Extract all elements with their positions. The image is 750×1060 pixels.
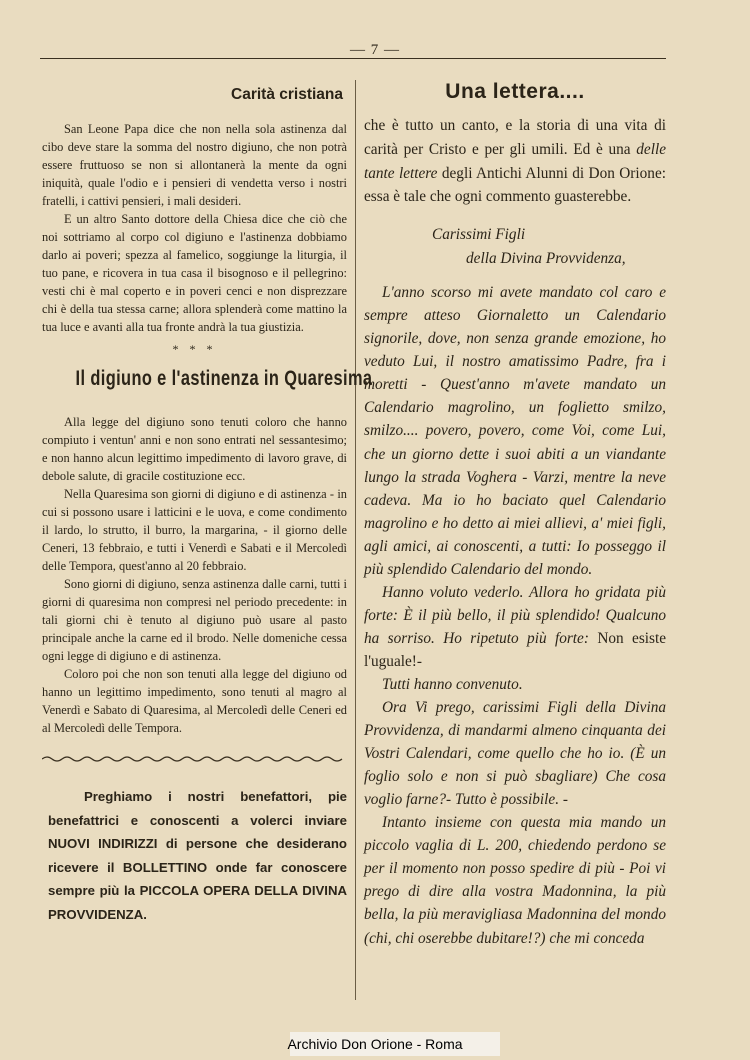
paragraph: Alla legge del digiuno sono tenuti coloro che hanno compiuto i ventun' anni e non sono entrati nel sessantesimo; e non hanno alcun legittimo impedimento di lavoro grave, di debole salute, di gracile costituzione ecc. xyxy=(42,415,347,483)
intro-text: che è tutto un canto, e la storia di una vita di carità per Cristo e per gli umili. Ed è una xyxy=(364,117,666,158)
intro-italic: delle tante lettere xyxy=(364,140,666,182)
archive-footer: Archivio Don Orione - Roma xyxy=(287,1036,463,1052)
top-rule xyxy=(40,58,666,59)
intro-paragraph xyxy=(364,114,666,209)
paragraph: Sono giorni di digiuno, senza astinenza dalle carni, tutti i giorni di quaresima non compresi nel periodo precedente: in tali giorni chi è tenuto al digiuno può usare al pasto principale anche la carne ed il brodo. Nelle domeniche cessa ogni legge di digiuno e di astinenza. xyxy=(42,577,347,663)
heading-digiuno-quaresima: Il digiuno e l'astinenza in Quaresima xyxy=(75,367,373,390)
left-column xyxy=(42,84,373,927)
letter-paragraph xyxy=(364,581,666,673)
intro-text: degli Antichi Alunni di Don Orione: essa è tale che ogni commento guasterebbe. xyxy=(364,164,666,206)
notice-benefattori: Preghiamo i nostri benefattori, pie benefattrici e conoscenti a volerci inviare NUOVI INDIRIZZI di persone che desiderano ricevere il BOLLETTINO onde far conoscere sempre più la PICCOLA OPERA DELLA DIVINA PROVVIDENZA. xyxy=(48,789,347,922)
section-separator: * * * xyxy=(172,342,217,356)
letter-text: Hanno voluto vederlo. Allora ho gridata più forte: È il più bello, il più splendido! Qualcuno ha sorriso. Ho ripetuto più forte: xyxy=(364,583,666,647)
wavy-divider xyxy=(42,755,347,763)
paragraph: E un altro Santo dottore della Chiesa dice che ciò che noi sottriamo al corpo col digiuno e l'astinenza dobbiamo darlo ai poveri; spezza al famelico, soggiunge la liturgia, il tuo pane, e ricovera in tua casa il bisognoso e il pellegrino: vesti chi è mal coperto e in poveri cenci e non disprezzare chi è della tua stessa carne; allora splenderà come mattino la tua luce e avanti alla tua fronte andrà la tua giustizia. xyxy=(42,212,347,334)
paragraph: Coloro poi che non son tenuti alla legge del digiuno od hanno un legittimo impedimento, sono tenuti al magro al Venerdì e Sabato di Quaresima, al Mercoledì delle Ceneri ed al Mercoledì delle Tempora. xyxy=(42,667,347,735)
paragraph: Nella Quaresima son giorni di digiuno e di astinenza - in cui si possono usare i latticini e le uova, e come condimento il lardo, lo strutto, il burro, la margarina, - il giorno delle Ceneri, 13 febbraio, e tutti i Venerdì e Sabati e il Mercoledì delle Tempora, quest'anno al 20 febbraio. xyxy=(42,487,347,573)
letter-text-upright: Non esiste l'uguale!- xyxy=(364,629,667,670)
column-divider xyxy=(355,80,356,1000)
letter-paragraph: Ora Vi prego, carissimi Figli della Divina Provvidenza, di mandarmi almeno cinquanta dei Vostri Calendari, come quello che ho io. (È un foglio solo e non si può sbagliare) Che cosa voglio farne?- Tutto è possibile. - xyxy=(364,699,666,809)
letter-paragraph: L'anno scorso mi avete mandato col caro e sempre atteso Giornaletto un Calendario signorile, dove, non senza grande emozione, ho veduto Lui, il nostro amatissimo Padre, fra i moretti - Quest'anno m'avete mandato un Calendario magrolino, un foglietto smilzo, smilzo.... povero, povero, come Voi, come Lui, che un giorno dette i suoi abiti a un viandante lungo la strada Voghera - Varzi, mentre la neve cadeva. Ma io ho baciato quel Calendario magrolino e ho detto ai miei allievi, a' miei figli, agli amici, ai conoscenti, a tutti: Io posseggo il più splendido Calendario del mondo. xyxy=(364,284,666,578)
letter-paragraph: Tutti hanno convenuto. xyxy=(382,675,523,693)
letter-paragraph: Intanto insieme con questa mia mando un piccolo vaglia di L. 200, chiedendo perdono se per il momento non posso spedire di più - Poi vi prego di dire alla vostra Madonnina, la più bella, la più meravigliasa Madonnina del mondo (chi, chi oserebbe dubitare!?) che mi conceda xyxy=(364,814,666,947)
right-column xyxy=(364,80,666,950)
heading-una-lettera: Una lettera.... xyxy=(445,80,585,103)
salutation-line-2: della Divina Provvidenza, xyxy=(466,250,626,268)
heading-carita-cristiana: Carità cristiana xyxy=(231,86,343,103)
page-number: — 7 — xyxy=(350,42,400,58)
salutation-line-1: Carissimi Figli xyxy=(432,226,526,244)
paragraph: San Leone Papa dice che non nella sola astinenza dal cibo deve stare la somma del nostro digiuno, che non potrà essere fruttuoso se non si allontanerà la mente da ogni iniquità, quale l'odio e i pensieri di vendetta verso i nostri fratelli, i cattivi pensieri, i mali desideri. xyxy=(42,122,347,208)
